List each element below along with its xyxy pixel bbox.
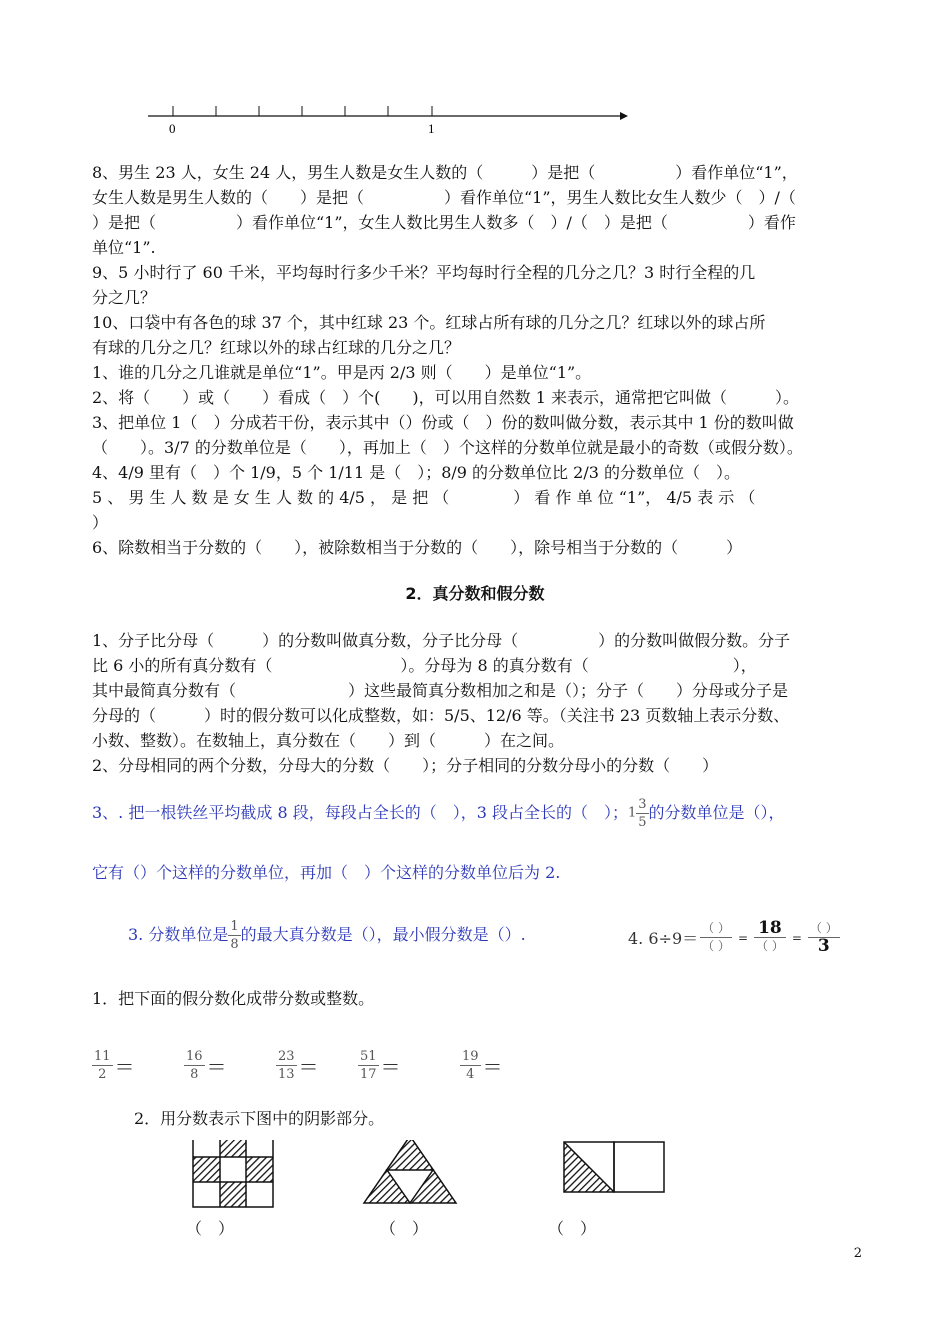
q4-eq-2: = — [791, 930, 802, 945]
q3b-suffix: 的最大真分数是（），最小假分数是（）. — [240, 925, 526, 944]
fraction-denominator: （ ） — [756, 939, 784, 953]
fraction-denominator: 13 — [278, 1067, 295, 1082]
text-line: 6、除数相当于分数的（ ），被除数相当于分数的（ ），除号相当于分数的（ ） — [92, 538, 743, 557]
figure-triangle — [364, 1140, 456, 1203]
q3b-prefix: 3. 分数单位是 — [128, 925, 229, 944]
mixed-whole: 1 — [627, 805, 637, 821]
text-line: 3、把单位 1（ ）分成若干份，表示其中（）份或（ ）份的数叫做分数，表示其中 1 份的数叫做 — [92, 413, 794, 432]
equals-sign: ＝ — [298, 1055, 319, 1079]
q4-fraction-1 — [700, 920, 732, 955]
text-line: （ ）。3/7 的分数单位是（ ），再加上（ ）个这样的分数单位就是最小的奇数（或假分数）。 — [92, 438, 803, 457]
question-3-blue — [92, 796, 862, 831]
fraction-numerator: 1 — [230, 919, 239, 934]
q4-fraction-2 — [754, 920, 786, 955]
fraction-item — [276, 1048, 319, 1083]
improper-fraction — [358, 1048, 379, 1083]
q3-line2-text: 它有（）个这样的分数单位，再加（ ）个这样的分数单位后为 2. — [92, 863, 561, 882]
question-3b — [128, 918, 608, 953]
text-line: 8、男生 23 人，女生 24 人，男生人数是女生人数的（ ）是把（ ）看作单位“1”， — [92, 163, 798, 182]
q4-prefix: 4. 6÷9＝ — [628, 929, 699, 948]
fraction-numerator: 16 — [186, 1049, 203, 1064]
fraction-numerator: 18 — [754, 920, 786, 938]
fraction-numerator: 11 — [94, 1049, 111, 1064]
text-line: 4、4/9 里有（ ）个 1/9，5 个 1/11 是（ ）；8/9 的分数单位比 2/3 的分数单位（ ）。 — [92, 463, 740, 482]
fraction-denominator: 8 — [230, 937, 239, 952]
fraction-denominator: 2 — [98, 1067, 107, 1082]
text-line: 1、谁的几分之几谁就是单位“1”。甲是丙 2/3 则（ ）是单位“1”。 — [92, 363, 592, 382]
number-line — [140, 96, 640, 141]
number-line-label-0: 0 — [169, 121, 176, 136]
q3-part1: 3、. 把一根铁丝平均截成 8 段，每段占全长的（ ），3 段占全长的（ ）； — [92, 803, 628, 822]
equals-sign: ＝ — [206, 1055, 227, 1079]
text-line: 其中最简真分数有（ ）这些最简真分数相加之和是（）；分子（ ）分母或分子是 — [92, 681, 789, 700]
exercise-2-title-text: 2．用分数表示下图中的阴影部分。 — [134, 1109, 385, 1128]
q4-fraction-3 — [808, 920, 840, 955]
equals-sign: ＝ — [482, 1055, 503, 1079]
q3b-fraction — [228, 918, 240, 953]
fraction-item — [184, 1048, 227, 1083]
fraction-numerator: （ ） — [700, 920, 732, 938]
text-line: 2、分母相同的两个分数，分母大的分数（ ）；分子相同的分数分母小的分数（ ） — [92, 756, 719, 775]
text-line: 1、分子比分母（ ）的分数叫做真分数，分子比分母（ ）的分数叫做假分数。分子 — [92, 631, 791, 650]
q3-part2: 的分数单位是（）， — [648, 803, 785, 822]
answer-paren-2[interactable]: （ ） — [380, 1219, 429, 1238]
mixed-fraction — [636, 796, 648, 831]
text-line: 单位“1”. — [92, 238, 156, 257]
text-line: 有球的几分之几？红球以外的球占红球的几分之几？ — [92, 338, 461, 357]
shaded-figures — [0, 1140, 950, 1250]
fraction-item — [358, 1048, 401, 1083]
fraction-item — [460, 1048, 503, 1083]
text-line: 10、口袋中有各色的球 37 个，其中红球 23 个。红球占所有球的几分之几？红球以外的球占所 — [92, 313, 766, 332]
fraction-numerator: 23 — [278, 1049, 295, 1064]
question-3-line2 — [92, 860, 862, 885]
fraction-item — [92, 1048, 135, 1083]
exercise-1-title — [92, 986, 862, 1011]
answer-paren-3[interactable]: （ ） — [548, 1219, 597, 1238]
fraction-numerator: 3 — [638, 797, 647, 812]
mixed-number — [628, 796, 649, 831]
text-line: 2、将（ ）或（ ）看成（ ）个( )，可以用自然数 1 来表示，通常把它叫做（ ）。 — [92, 388, 800, 407]
fraction-denominator: 17 — [360, 1067, 377, 1082]
improper-fraction — [460, 1048, 481, 1083]
improper-fraction — [184, 1048, 205, 1083]
fraction-row — [92, 1048, 692, 1093]
text-line: ） — [92, 513, 109, 532]
number-line-label-1: 1 — [428, 121, 435, 136]
answer-paren-1[interactable]: （ ） — [186, 1219, 235, 1238]
text-line: 比 6 小的所有真分数有（ ）。分母为 8 的真分数有（ ）， — [92, 656, 757, 675]
improper-fraction — [276, 1048, 297, 1083]
fraction-denominator: 8 — [190, 1067, 199, 1082]
figure-squares — [564, 1142, 664, 1192]
text-line: 5 、 男 生 人 数 是 女 生 人 数 的 4/5 ， 是 把 （ ） 看 作 单 位 “1”， 4/5 表 示 （ — [92, 488, 756, 507]
fraction-numerator: （ ） — [808, 920, 840, 938]
q4-eq-1: = — [737, 930, 749, 945]
section-title: 2．真分数和假分数 — [405, 584, 545, 603]
exercise-1-title-text: 1．把下面的假分数化成带分数或整数。 — [92, 989, 375, 1008]
fraction-denominator: 5 — [638, 815, 647, 830]
figure-grid — [193, 1140, 273, 1207]
exercise-2-title — [134, 1106, 904, 1131]
fraction-numerator: 51 — [360, 1049, 377, 1064]
fraction-denominator: 3 — [817, 936, 830, 956]
text-line: 女生人数是男生人数的（ ）是把（ ）看作单位“1”，男生人数比女生人数少（ ）/（ — [92, 188, 796, 207]
fraction-numerator: 19 — [462, 1049, 479, 1064]
text-line: 9、5 小时行了 60 千米，平均每时行多少千米？平均每时行全程的几分之几？3 时行全程的几 — [92, 263, 756, 282]
equals-sign: ＝ — [380, 1055, 401, 1079]
equals-sign: ＝ — [114, 1055, 135, 1079]
text-line: ）是把（ ）看作单位“1”，女生人数比男生人数多（ ）/（ ）是把（ ）看作 — [92, 213, 796, 232]
improper-fraction — [92, 1048, 113, 1083]
text-line: 分母的（ ）时的假分数可以化成整数，如：5/5、12/6 等。（关注书 23 页数轴上表示分数、 — [92, 706, 790, 725]
fraction-denominator: 4 — [466, 1067, 475, 1082]
page-number: 2 — [853, 1246, 862, 1261]
questions-top — [92, 160, 862, 560]
questions-mid — [92, 628, 862, 778]
text-line: 小数、整数）。在数轴上，真分数在（ ）到（ ）在之间。 — [92, 731, 565, 750]
fraction-denominator: （ ） — [702, 939, 730, 953]
question-4 — [628, 920, 840, 955]
text-line: 分之几？ — [92, 288, 157, 307]
